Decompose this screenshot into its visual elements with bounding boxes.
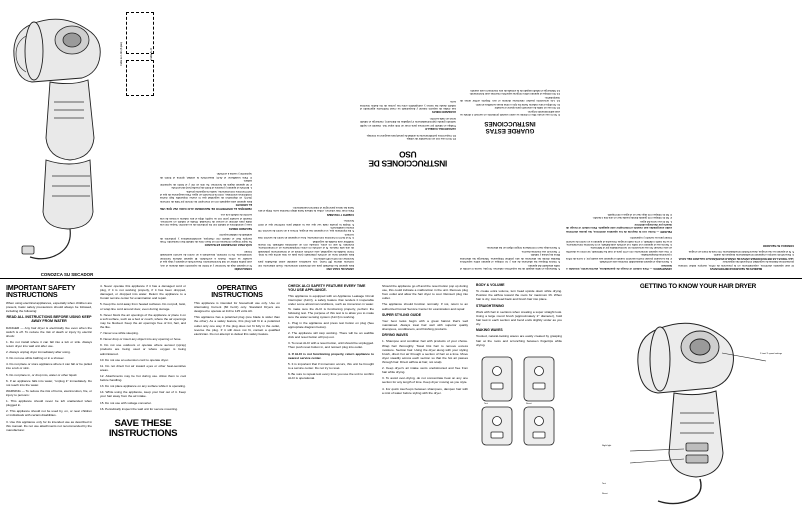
es-read-all: LEA TODAS LAS INSTRUCCIONES ANTES DE USARLO MANTÉNGALO ALEJADO DEL AGUA — [678, 256, 794, 260]
es-save-title-block — [460, 120, 560, 133]
warning-item-14: 14. While using the appliance, keep your hair out of it. Keep your hair away from the air intake. — [100, 390, 186, 399]
col-getting-to-know — [600, 284, 796, 524]
es-danger-3: 3. No lo coloque ni lo deje caer en el agua u otro líquido. — [607, 212, 672, 216]
warning-item-7: 7. Never use while sleeping. — [100, 331, 139, 336]
safety-intro: When using electrical appliances, especially when children are present, basic safety precautions should always be followed, including the following: — [6, 300, 92, 314]
es-conclusion-body: Si el aparato deja de funcionar y el botón de reposición salta durante el uso, esto podría indicar un mal funcionamiento. Desenchufe el aparato y deje que el secador se enfríe. Vuelva a enchufarlo. El aparato debería funcionar normalmente. De lo contrario, devuélvalo a un centro de servicio autorizado Conair. — [160, 249, 252, 267]
test-label: Test — [484, 402, 488, 405]
spanish-column-5 — [566, 8, 672, 270]
body-volume-heading: BODY & VOLUME — [476, 283, 505, 287]
es-straight-body: Trabaje el cabello por secciones para crear un look súper liso. Usando un cepillo redondo grande (aproximadamente 2 pulgadas de diámetro), mantenga el cabello tenso en cada sección. — [360, 116, 456, 127]
warning-heading: WARNING — To reduce the risk of burns, electrocution, fire, or injury to persons: — [6, 388, 92, 397]
es-alci-step-4: 4. Si el ALCI no funciona correctamente, lleve el aparato al centro de servicio más cercano. — [258, 232, 354, 240]
reset-label: Reset — [526, 402, 532, 405]
super-styling-heading: SUPER STYLING GUIDE — [382, 312, 421, 317]
es-alci-step-5: 5. Es importante que, si el aparato cae al agua, lo lleve a un centro de servicio. No intente restablecerlo. — [258, 225, 354, 233]
es-volume-heading: CUERPO Y VOLUMEN — [326, 212, 354, 216]
operating-para-2: This appliance has a polarized plug (one blade is wider than the other). As a safety feature, this plug will fit in a polarized outlet only one way. If the plug does not fit fully in the outlet, reverse the plug. If it still does not fit, contact a qualified electrician. Do not attempt to defeat this safety feature. — [194, 315, 280, 336]
es-warning-8: 8. Nunca deje caer ni introduzca ningún objeto en las aberturas. — [486, 246, 560, 250]
es-conclusion-heading: CONCLUSIÓN — [234, 267, 252, 270]
operating-para-1: This appliance is intended for household use only. Use on Alternating Current (60 hertz) only. Standard Dryers are designed to operate at 110 to 125 volts AC. — [194, 300, 280, 314]
es-guide-heading: GUÍA PARA UN PEINADO ESTILIZADO — [204, 243, 252, 247]
drying-waves-4: 4. For quick touch-ups between shampoos, dampen hair with a mist of water before styling with the dryer. — [382, 386, 468, 395]
es-title: INSTRUCCIONES DE USO — [368, 149, 448, 169]
operating-title: OPERATING INSTRUCTIONS — [211, 283, 263, 300]
col-safety-1 — [6, 284, 92, 524]
warning-item-9: 9. Do not use outdoors or operate where aerosol (spray) products are being used or where oxygen is being administered. — [100, 343, 186, 356]
danger-item-5: 5. Do not place in, or drop into, water or other liquid. — [6, 372, 78, 377]
es-warning-6: 6. Nunca bloquee las aberturas de aire y no coloque el aparato sobre superficies blandas donde las aberturas de aire podrían bloquearse. Mantenga las aberturas libres de pelusa y cabello. — [460, 253, 560, 264]
warning-item-4: 4. Never operate this appliance if it has a damaged cord or plug, if it is not working properly, if it has been dropped, damaged, or dropped into water. Return the appliance to a Conair service center for examination and repair. — [100, 284, 186, 301]
spanish-column-3 — [360, 8, 456, 140]
alci-step-2: 2. The appliance will stop working. There will be an audible click and reset button will pop out. — [288, 331, 374, 340]
es-warning-5: 5. Mantenga el cable alejado de las superficies calientes. No jale, tuerza ni enrolle el cable alrededor del aparato. — [460, 263, 560, 270]
test-label-2: Test — [602, 482, 606, 485]
spanish-title-block — [360, 150, 456, 167]
drying-waves-2: 2. Keep dryer's air intake vents unobstructed and free from hair while drying. — [382, 366, 468, 375]
es-danger-1: 1. No lo use cerca del agua. — [639, 219, 672, 223]
spanish-column-4 — [460, 8, 560, 116]
es-alci-body: Este aparato está equipado con un interruptor de circuito por falla de corriente (ALCI), un dispositivo de seguridad que lo vuelve inoperable bajo ciertas condiciones anormales, como la inmersión en agua. Para asegurarse de que el ALCI funcione correctamente, realice la siguiente prueba. — [160, 189, 252, 203]
alci-heading: CHECK ALCI SAFETY FEATURE EVERY TIME YOU USE APPLIANCE. — [288, 284, 366, 293]
danger-item-1: 1. Do not install where it can fall into a tub or sink. Always return dryer into wall unit after use. — [6, 339, 92, 348]
es-danger-2: 2. No lo coloque ni lo guarde donde pueda caer en una tina o lavabo. — [592, 216, 672, 220]
col-operating — [194, 284, 280, 524]
danger-item-4: 4. Do not place or store appliance where it can fall or be pulled into a tub or sink. — [6, 362, 92, 371]
warning-item-13: 13. Do not place appliance on any surface while it is operating. — [100, 384, 186, 389]
es-warning-16: 16. Inspeccione periódicamente la unidad de pared para asegurar su montaje. — [366, 133, 456, 137]
es-warning-10: 10. No use un cable de extensión para operar el secador. — [494, 106, 560, 110]
es-polarized-body: Este aparato tiene un enchufe polarizado (una pata es más ancha que la otra). Como medida de seguridad, este enchufe entrará en el tomacorriente polarizado de una sola manera. Si el enchufe no entra completamente en el tomacorriente, inviértalo. Si aún no entra, consulte con un electricista calificado. No intente modificar esta medida de seguridad. — [258, 239, 354, 257]
after-use-para-1: Should the appliance go off and the reset button pop up during use, this could indicate a malfunction in the unit. Remove plug from outlet and allow the hair dryer to cool. Reinsert plug into outlet. — [382, 284, 468, 301]
after-use-para-2: The appliance should function normally. If not, return to an authorized Conair Service Center for examination and repair. — [382, 302, 468, 311]
es-straight-heading: ALISADO DEL CABELLO — [425, 127, 456, 131]
alci-body: This appliance is equipped with an Appliance Leakage Circuit Interrupter (ALCI), a safety feature that renders it inoperable under some abnormal conditions, such as immersion in water. To make sure the ALCI is functioning properly, perform the following test. The purpose of this test is to allow you to make sure the water sensing system (ALCI) is working. — [288, 294, 374, 319]
warning-item-2: 2. This appliance should not be used by, on, or near children or individuals with certain disabilities. — [6, 409, 92, 418]
es-danger-4: 4. Desenchufe siempre el aparato inmediatamente después de usarlo. — [713, 253, 794, 257]
alci-cord-label: Cable ALCI — [150, 47, 153, 60]
dryer-diagram — [600, 301, 796, 511]
drying-waves-1: 1. Shampoo and condition hair with products of your choice. Wrap hair thoroughly. Towel blot hair to remove excess moisture. Section hair. Using the dryer along with your styling brush, direct hot air through a section of hair at a time. Move dryer steadily across each section so that the hot air passes through hair. Direct airflow at hair, not scalp. — [382, 339, 468, 364]
know-dryer-heading-es: CONOZCA SU SECADOR — [40, 272, 94, 277]
warning-item-12: 12. Attachments may be hot during use. Allow them to cool before handling. — [100, 373, 186, 383]
warning-item-6: 6. Never block the air openings of the appliance or place it on a soft surface, such as a bed or couch, where the air openings may be blocked. Keep the air openings free of lint, hair, and the like. — [100, 312, 186, 329]
alci-step-5: 5. It is important that if immersion occurs, this unit be brought to a service center. Do not try to reset. — [288, 361, 374, 370]
es-volume-body: Para crear más volumen, voltee la cabeza hacia abajo mientras seca. Dirija el aire hacia las raíces para lograr el máximo levantamiento. — [258, 205, 354, 213]
warning-item-11: 11. Do not direct hot air toward eyes or other heat-sensitive areas. — [100, 363, 186, 372]
making-waves-body: Tousled, natural-looking waves are easily created by grasping hair at the roots and scrunching between fingertips while drying. — [476, 334, 562, 347]
es-warning-13: 13. No coloque el aparato sobre ninguna superficie mientras esté funcionando. — [469, 92, 560, 96]
es-alci-step-3: 3. Para restablecer el ALCI, desenchufe la unidad, oprima el botón de reposición y vuelva a enchufar. — [160, 172, 252, 179]
cord-length-label: Cable de 1.8m (6 pies) — [120, 41, 123, 66]
es-know-heading: CONOZCA SU SECADOR — [762, 244, 794, 248]
es-danger-5: 5. Si el aparato se cae al agua, desenchúfelo inmediatamente. No meta la mano en el agua. — [688, 249, 794, 253]
page-divider — [0, 278, 802, 279]
alci-step-1: 1. Plug in the appliance and press test button on plug (See appropriate diagram below). — [288, 320, 374, 330]
danger-heading: DANGER — Any hair dryer is electrically live even when the switch is off. To reduce the risk of death or injury by electric shock: — [6, 325, 92, 338]
straightening-body: Work with hair in sections when creating a super straight look. Using a large round brush (approximately 2" diameter), hold hair taut in each section and bend ends slightly under as you dry. — [476, 309, 562, 327]
es-safety-title: MEDIDAS DE SEGURIDAD IMPORTANTES — [710, 267, 762, 270]
es-warning-heading: ADVERTENCIA — Para reducir el riesgo de quemaduras, electrocución, incendio o lesiones: — [566, 263, 672, 270]
read-all-instructions: READ ALL INSTRUCTIONS BEFORE USING KEEP AWAY FROM WATER — [6, 315, 92, 324]
danger-item-6: 6. If an appliance falls into water, "unplug it" immediately. Do not reach into the water. — [6, 378, 92, 387]
es-alci-step-6: 6. Repita la prueba cada vez que use la unidad para confirmar que el ALCI funcione. — [258, 219, 354, 226]
danger-item-3: 3. Do not use while bathing or in a shower. — [6, 356, 65, 361]
super-styling-body: Your best looks begin with a great haircut that's well maintained. Always treat hair well with superior quality shampoos, conditioners, and finishing products. — [382, 318, 468, 332]
heat-speed-settings-label: 2 heat/ 2 speed settings — [760, 352, 783, 355]
reset-label-2: Reset — [602, 492, 608, 495]
es-warning-9: 9. No lo use al aire libre ni donde se estén usando productos en aerosol o donde se esté administrando oxígeno. — [460, 109, 560, 116]
straightening-heading: STRAIGHTENING — [476, 303, 505, 308]
col-techniques — [476, 284, 562, 524]
es-warning-7: 7. Nunca lo use mientras duerme. — [521, 249, 560, 253]
es-warning-2: 2. Es necesario prestar mucha atención cuando el aparato sea usado por, o cerca de niños o personas discapacitadas. — [566, 253, 672, 260]
spanish-column-1 — [160, 8, 252, 270]
es-save-title: GUARDE ESTAS INSTRUCCIONES — [484, 120, 536, 135]
es-alci-step-2: 2. El aparato dejará de funcionar. Se oirá un clic y el botón de reposición saltará. — [160, 179, 252, 186]
es-waves2-heading: HACIENDO ONDAS — [432, 110, 456, 114]
spanish-column-6 — [678, 8, 794, 270]
warning-item-5: 5. Keep the cord away from heated surfaces. Do not pull, twist, or wrap line cord around door, even during storage. — [100, 302, 186, 311]
es-warning-11: 11. No dirija el aire caliente hacia los ojos u otras áreas sensibles al calor. — [475, 102, 560, 106]
alci-step-4: 4. If ALCI is not functioning properly, return appliance to nearest service center. — [288, 351, 374, 360]
warning-item-8: 8. Never drop or insert any object into any opening or hose. — [100, 337, 182, 342]
es-warning-15: 15. No lo use con un convertidor de voltaje. — [406, 137, 456, 140]
warning-item-16: 16. Periodically inspect the wall unit for secure mounting. — [100, 406, 178, 411]
es-warning-1: 1. Nunca deje el aparato desatendido mientras esté enchufado. — [599, 260, 672, 264]
drying-waves-3: 3. To avoid over-drying, do not concentrate heat on any one section for any length of time. Keep dryer moving as you style. — [382, 376, 468, 385]
es-waves2-body: Las ondas de aspecto natural y despeinado se crean fácilmente agarrando el cabello desde las raíces y estrujándolo entre las yemas de los dedos mientras seca. — [360, 100, 456, 111]
schematic-box-2 — [126, 60, 154, 96]
col-alci — [288, 284, 374, 524]
es-warning-12: 12. Los accesorios pueden calentarse durante el uso. Déjelos enfriar antes de manipularlos. — [460, 95, 560, 103]
save-these-instructions: SAVE THESE INSTRUCTIONS — [108, 417, 178, 439]
hair-dryer-illustration — [6, 6, 114, 268]
plug-diagrams — [476, 353, 562, 449]
spanish-column-4b — [460, 180, 560, 270]
es-operating-heading: ANTES DE CADA USO — [326, 267, 354, 270]
night-light-label: Night light — [602, 444, 612, 447]
warning-item-3: 3. Use this appliance only for its intended use as described in this manual. Do not use attachments not recommended by the manufacturer. — [6, 419, 92, 432]
spanish-column-2 — [258, 8, 354, 270]
body-volume-body: To create extra volume, turn head upside down while drying. Position the airflow toward the roots for maximum lift. When hair is dry, toss head back and brush hair into place. — [476, 289, 562, 302]
drying-waves-heading: DRYING WAVES — [382, 333, 408, 338]
es-waves-body: Lave y acondicione el cabello con los productos de su elección. Seque con una toalla para eliminar el exceso de humedad. Divida el cabello en secciones. Usando el secador junto con su cepillo, dirija el aire caliente a través de una sección de cabello a la vez. — [160, 213, 252, 227]
es-warning-3: 3. Use este aparato únicamente con el fin para el cual fue fabricado, tal como se describe en este manual. No use accesorios no recomendados por el fabricante. — [566, 246, 672, 253]
es-guide-body: Su mejor imagen comienza con un buen corte de cabello bien mantenido. Trate siempre bien el cabello con champús, acondicionadores y productos de acabado de calidad superior. — [160, 233, 252, 244]
es-warning-14: 14. Mantenga el cabello alejado de la entrada de aire mientras lo esté usando. — [469, 89, 560, 93]
warning-item-10: 10. Do not use an extension cord to operate dryer. — [100, 357, 169, 362]
es-waves-heading: SECANDO ONDAS — [228, 226, 252, 230]
es-operating-body: Este aparato fue diseñado para uso doméstico únicamente. Úselo solamente con corriente alterna (60 hertz). Los secadores estándar están diseñados para funcionar con 110 a 125 voltios CA. — [258, 256, 354, 267]
warning-item-1: 1. This appliance should never be left unattended when plugged in. — [6, 399, 92, 408]
schematic-box-1 — [126, 12, 154, 54]
warning-item-15: 15. Do not use with voltage converter. — [100, 400, 152, 405]
es-danger-heading: PELIGRO — Como con la mayoría de los aparatos eléctricos, las piezas eléctricas están energizadas aun cuando el interruptor esté apagado. Para reducir el riesgo de muerte por descarga eléctrica: — [566, 222, 672, 233]
col-safety-2 — [100, 284, 186, 524]
alci-step-3: 3. To reset ALCI with a reset button, until should be unplugged. Then push reset button in, and reinsert plug into outlet. — [288, 341, 374, 350]
es-alci-heading: VERIFIQUE EL DISPOSITIVO DE SEGURIDAD ALCI CADA VEZ QUE USE EL APARATO — [160, 203, 252, 210]
es-safety-intro: Al usar aparatos eléctricos, especialmente en la presencia de niños, siempre deben tomarse precauciones básicas de seguridad, incluyendo las siguientes: — [678, 260, 794, 267]
alci-step-6: 6. Be sure to repeat test every time you use the unit to confirm ALCI is operational. — [288, 372, 374, 381]
col-styling — [382, 284, 468, 524]
es-warning-4: 4. Nunca use el aparato si el cable o el enchufe está dañado, si no funciona correctamente, si se ha caído o dañado, o si ha caído al agua. Devuelva el aparato a un centro de servicio Conair para su revisión y reparación. — [566, 236, 672, 247]
making-waves-heading: MAKING WAVES — [476, 328, 503, 333]
danger-item-2: 2. Always unplug dryer immediately after using. — [6, 350, 71, 355]
es-alci-step-1: 1. Enchufe el aparato y presione el botón de prueba (test) del enchufe. — [170, 186, 252, 190]
getting-to-know-title: GETTING TO KNOW YOUR HAIR DRYER — [639, 283, 757, 290]
safety-title: IMPORTANT SAFETY INSTRUCTIONS — [6, 283, 76, 300]
